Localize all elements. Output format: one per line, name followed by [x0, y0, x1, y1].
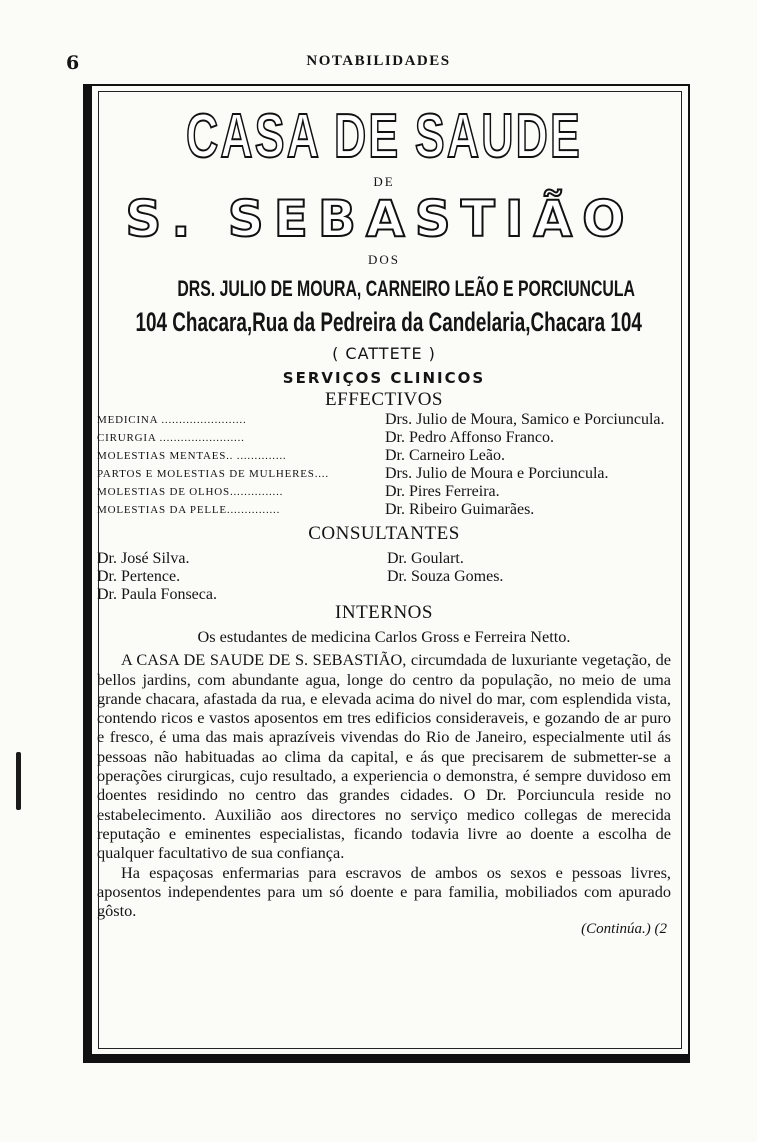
service-label: PARTOS E MOLESTIAS DE MULHERES....: [97, 468, 329, 480]
running-title: NOTABILIDADES: [306, 53, 451, 69]
service-row: [97, 447, 671, 465]
continua-note: (Continúa.) (2: [581, 921, 667, 938]
advertisement-content: [97, 98, 671, 1043]
ad-district: ( CATTETE ): [332, 344, 436, 363]
service-row: [97, 429, 671, 447]
service-value: Dr. Carneiro Leão.: [385, 447, 505, 464]
ad-doctors: DRS. JULIO DE MOURA, CARNEIRO LEÃO E PORCIUNCULA: [177, 276, 635, 301]
service-value: Dr. Ribeiro Guimarães.: [385, 501, 535, 518]
consultant-name: Dr. Paula Fonseca.: [97, 586, 217, 603]
service-value: Dr. Pedro Affonso Franco.: [385, 429, 555, 446]
address-street: Rua da Pedreira da Candelaria,: [252, 307, 531, 337]
consultantes-heading: CONSULTANTES: [308, 523, 460, 544]
service-value: Drs. Julio de Moura e Porciuncula.: [385, 465, 609, 482]
service-label: MOLESTIAS MENTAES.. ..............: [97, 450, 287, 462]
ad-address: [135, 304, 642, 340]
internos-text: Os estudantes de medicina Carlos Gross e Ferreira Netto.: [197, 627, 571, 646]
effectivos-heading: EFFECTIVOS: [325, 389, 443, 410]
service-value: Dr. Pires Ferreira.: [385, 483, 500, 500]
services-heading: SERVIÇOS CLINICOS: [282, 369, 486, 387]
service-label: MEDICINA ........................: [97, 414, 247, 426]
service-label: MOLESTIAS DE OLHOS...............: [97, 486, 284, 498]
description-paragraph: A CASA DE SAUDE DE S. SEBASTIÃO, circumdada de luxuriante vegetação, de bellos jardins, com abundante agua, longe do centro da população, no meio de uma grande chacara, afastada da rua, e elevada acima do nivel do mar, com esplendida vista, contendo ricos e vastos aposentos em tres edificios consideraveis, e gozando de ar puro e fresco, é uma das mais aprazíveis vivendas do Rio de Janeiro, especialmente util ás pessoas não habituadas ao clima da capital, e ás que precisarem de submetter-se a operações cirurgicas, cujo resultado, a experiencia o demonstra, é sempre duvidoso em doentes residindo no centro das grandes cidades. O Dr. Porciuncula reside no estabelecimento. Auxilião aos directores no serviço medico collegas de merecida reputação e eminentes especialistas, ficando todavia livre ao doente a escolha de qualquer facultativo de sua confiança.: [97, 650, 671, 863]
service-label: CIRURGIA ........................: [97, 432, 245, 444]
consultant-name: Dr. José Silva.: [97, 550, 190, 567]
service-row: [97, 483, 671, 501]
ad-de: DE: [373, 174, 395, 189]
service-row: [97, 411, 671, 429]
internos-heading: INTERNOS: [335, 602, 433, 623]
ad-establishment-name: S. SEBASTIÃO: [125, 190, 635, 248]
service-row: [97, 465, 671, 483]
page-number: 6: [66, 52, 80, 74]
service-label: MOLESTIAS DA PELLE...............: [97, 504, 281, 516]
consultantes-list: [97, 550, 671, 604]
service-row: [97, 501, 671, 519]
description-paragraph-2: Ha espaçosas enfermarias para escravos de ambos os sexos e pessoas livres, aposentos independentes para um só doente e para familia, mobiliados com apurado gôsto.: [97, 862, 671, 921]
services-table: [97, 411, 671, 519]
address-right: Chacara 104: [530, 307, 642, 337]
ad-dos: DOS: [367, 252, 400, 267]
margin-ink-mark: [16, 752, 21, 810]
address-left: 104 Chacara,: [135, 307, 253, 337]
service-value: Drs. Julio de Moura, Samico e Porciuncula.: [385, 411, 665, 428]
consultant-name: Dr. Goulart.: [387, 550, 464, 567]
ad-title: CASA DE SAUDE: [185, 102, 582, 171]
consultant-name: Dr. Souza Gomes.: [387, 568, 504, 585]
consultant-name: Dr. Pertence.: [97, 568, 181, 585]
